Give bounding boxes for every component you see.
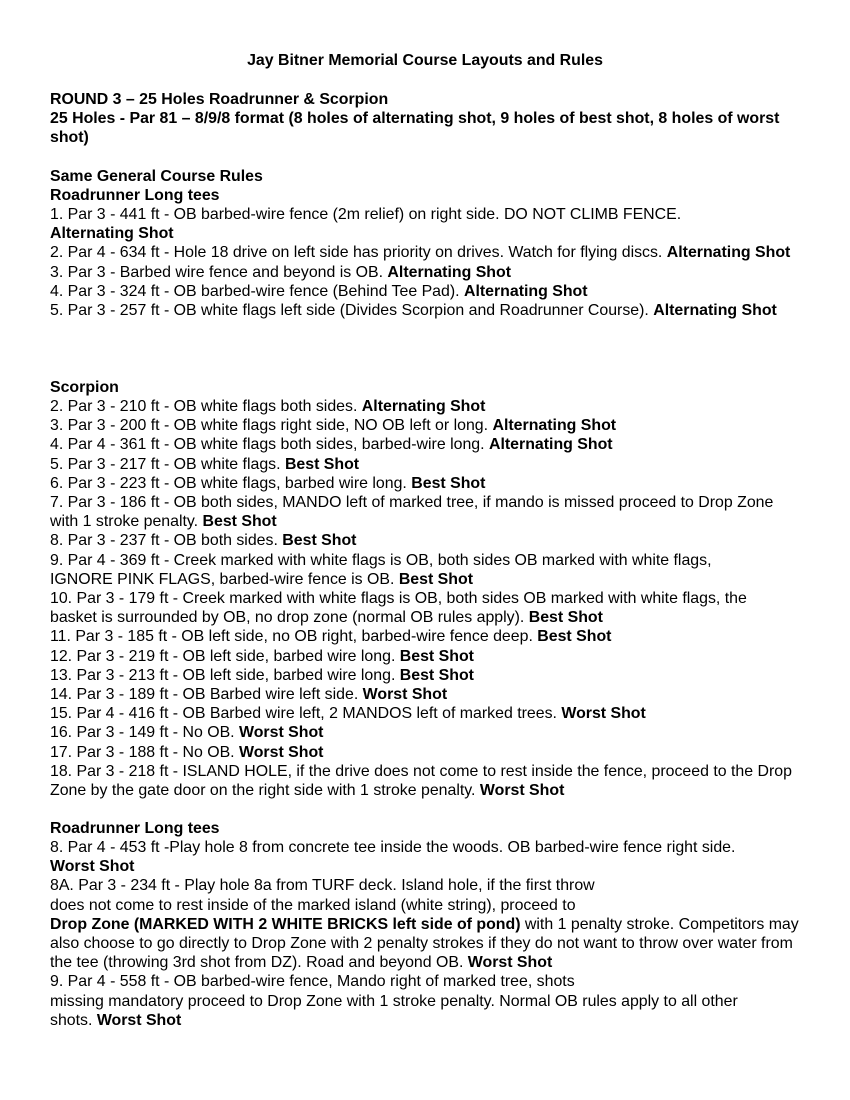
hole-line: 3. Par 3 - Barbed wire fence and beyond is OB. Alternating Shot [50,263,512,281]
hole-line: 8A. Par 3 - 234 ft - Play hole 8a from TURF deck. Island hole, if the first throw [50,877,595,895]
hole-line: 3. Par 3 - 200 ft - OB white flags right side, NO OB left or long. Alternating Shot [50,417,617,435]
hole-line: 12. Par 3 - 219 ft - OB left side, barbed wire long. Best Shot [50,647,474,665]
hole-line: 9. Par 4 - 558 ft - OB barbed-wire fence, Mando right of marked tree, shots [50,973,575,991]
hole-line: 18. Par 3 - 218 ft - ISLAND HOLE, if the drive does not come to rest inside the fence, proceed to the Drop Zone by the gate door on the right side with 1 stroke penalty. Worst Shot [50,762,792,800]
hole-line: 10. Par 3 - 179 ft - Creek marked with white flags is OB, both sides OB marked with white flags, the basket is surrounded by OB, no drop zone (normal OB rules apply). Best Shot [50,590,747,627]
hole-line: 6. Par 3 - 223 ft - OB white flags, barbed wire long. Best Shot [50,474,486,492]
round-heading: ROUND 3 – 25 Holes Roadrunner & Scorpion [50,91,389,108]
section-heading-roadrunner-2: Roadrunner Long tees [50,820,220,837]
hole-line: 8. Par 4 - 453 ft -Play hole 8 from concrete tee inside the woods. OB barbed-wire fence right side. Worst Shot [50,839,736,876]
hole-line: 13. Par 3 - 213 ft - OB left side, barbed wire long. Best Shot [50,666,474,684]
hole-line: 16. Par 3 - 149 ft - No OB. Worst Shot [50,724,324,742]
hole-line: 14. Par 3 - 189 ft - OB Barbed wire left side. Worst Shot [50,686,448,704]
hole-line: 7. Par 3 - 186 ft - OB both sides, MANDO left of marked tree, if mando is missed proceed to Drop Zone with 1 stroke penalty. Best Shot [50,494,774,531]
hole-line: 17. Par 3 - 188 ft - No OB. Worst Shot [50,743,324,761]
hole-line: 2. Par 3 - 210 ft - OB white flags both sides. Alternating Shot [50,398,486,415]
section-roadrunner-2-holes [50,838,810,1030]
section-scorpion-holes [50,397,810,800]
hole-line: 1. Par 3 - 441 ft - OB barbed-wire fence (2m relief) on right side. DO NOT CLIMB FENCE. Alternating Shot [50,206,682,243]
hole-line: 2. Par 4 - 634 ft - Hole 18 drive on left side has priority on drives. Watch for flying discs. Alternating Shot [50,244,791,262]
hole-line: Drop Zone (MARKED WITH 2 WHITE BRICKS left side of pond) with 1 penalty stroke. Competitors may also choose to go directly to Drop Zone with 2 penalty strokes if they do not want to throw over water from the tee (throwing 3rd shot from DZ). Road and beyond OB. Worst Shot [50,915,799,972]
hole-line: 8. Par 3 - 237 ft - OB both sides. Best Shot [50,532,357,550]
general-rules-heading: Same General Course Rules [50,168,263,185]
hole-line: 15. Par 4 - 416 ft - OB Barbed wire left, 2 MANDOS left of marked trees. Worst Shot [50,705,646,723]
document-title: Jay Bitner Memorial Course Layouts and Rules [247,52,603,69]
hole-line: 5. Par 3 - 217 ft - OB white flags. Best Shot [50,455,360,473]
hole-line: 5. Par 3 - 257 ft - OB white flags left side (Divides Scorpion and Roadrunner Course). Alternating Shot [50,302,777,320]
format-line: 25 Holes - Par 81 – 8/9/8 format (8 holes of alternating shot, 9 holes of best shot, 8 holes of worst shot) [50,110,780,147]
hole-line: 9. Par 4 - 369 ft - Creek marked with white flags is OB, both sides OB marked with white flags, IGNORE PINK FLAGS, barbed-wire fence is OB. Best Shot [50,551,712,588]
hole-line: 4. Par 3 - 324 ft - OB barbed-wire fence (Behind Tee Pad). Alternating Shot [50,282,588,300]
hole-line: missing mandatory proceed to Drop Zone with 1 stroke penalty. Normal OB rules apply to all other shots. Worst Shot [50,992,738,1029]
hole-line: does not come to rest inside of the marked island (white string), proceed to [50,896,576,914]
section-roadrunner-1-holes [50,205,810,320]
hole-line: 11. Par 3 - 185 ft - OB left side, no OB right, barbed-wire fence deep. Best Shot [50,628,612,646]
section-heading-scorpion: Scorpion [50,379,119,396]
section-heading-roadrunner-1: Roadrunner Long tees [50,187,220,204]
hole-line: 4. Par 4 - 361 ft - OB white flags both sides, barbed-wire long. Alternating Shot [50,436,613,454]
